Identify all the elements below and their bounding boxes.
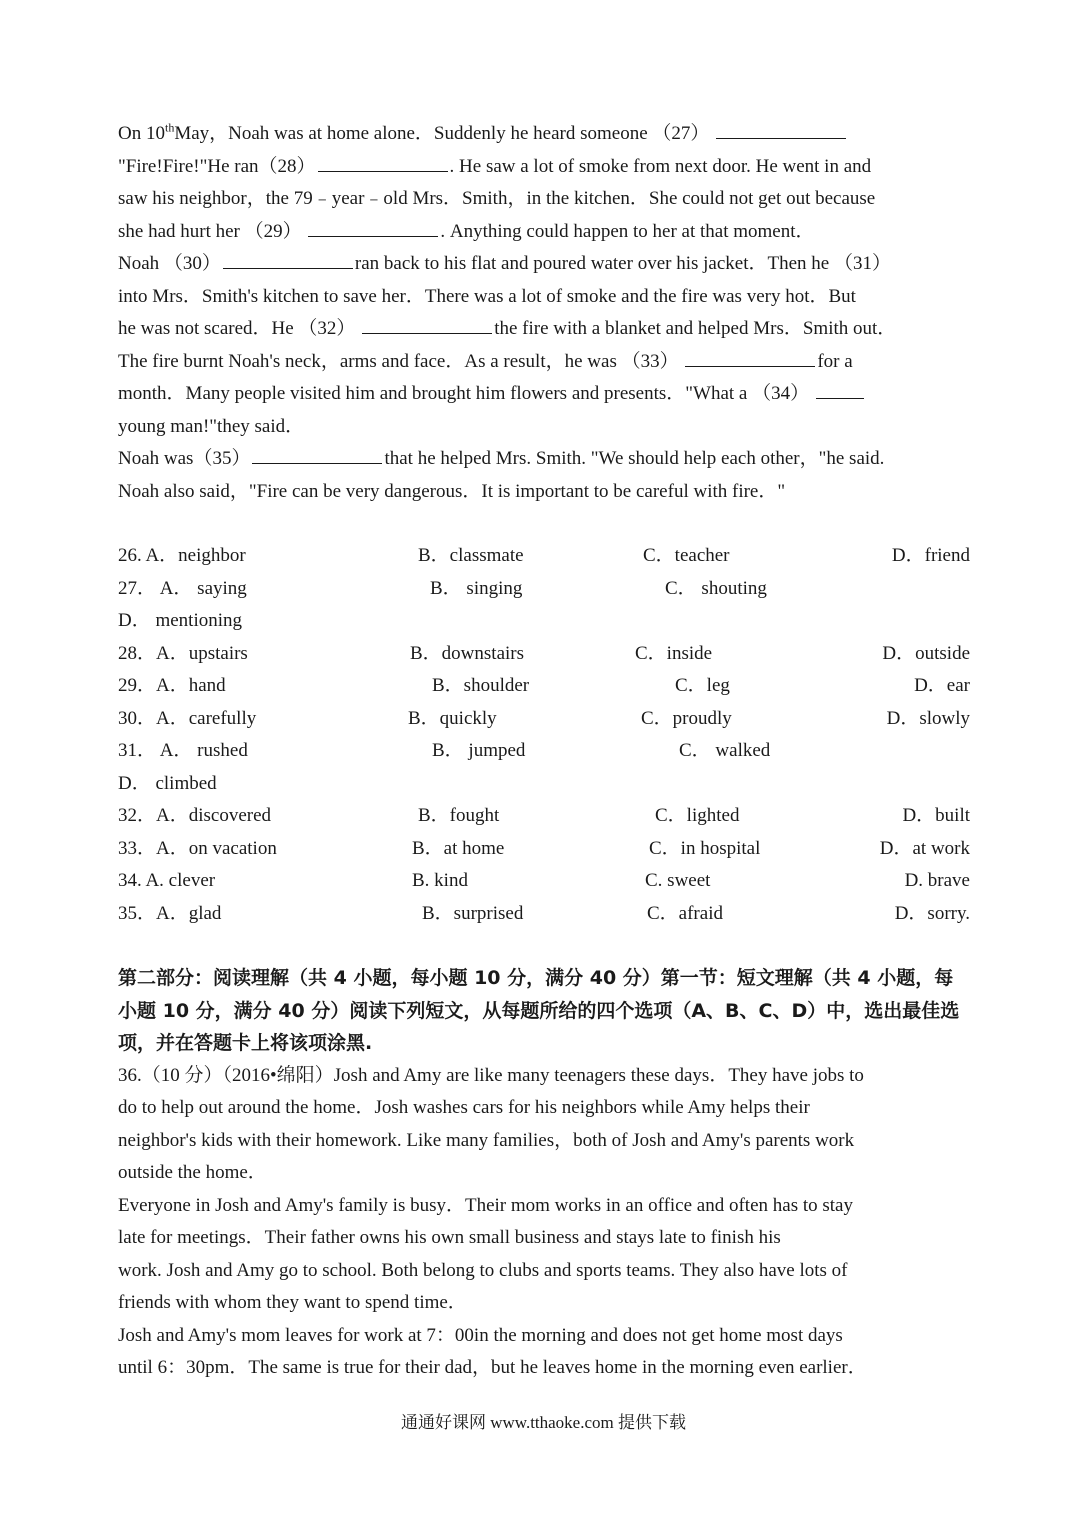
passage-line: outside the home． (118, 1162, 267, 1183)
answer-blank-34 (816, 378, 864, 399)
answer-blank-32 (362, 313, 492, 334)
exam-page (118, 118, 970, 1385)
answer-blank-27 (716, 118, 846, 139)
passage-line: The fire burnt Noah's neck，arms and face．As a result，he was （33） for a (118, 346, 970, 379)
answer-blank-33 (685, 346, 815, 367)
answer-blank-35 (252, 443, 382, 464)
passage-line: Noah was（35） that he helped Mrs. Smith. "We should help each other，"he said. (118, 443, 970, 476)
options-row-32: 32．A．discovered B．fought C．lighted D．built (118, 805, 970, 826)
options-row-33: 33．A．on vacation B．at home C．in hospital D．at work (118, 837, 970, 859)
options-row-31-cont: D． climbed (118, 772, 217, 794)
reading-passage (118, 1060, 970, 1385)
options-row-29: 29．A．hand B．shoulder C．leg D．ear (118, 675, 970, 696)
options-row-31: 31． A． rushed B． jumped C． walked (118, 740, 771, 761)
passage-line: she had hurt her （29） . Anything could happen to her at that moment． (118, 216, 970, 249)
passage-line: saw his neighbor，the 79﹣year﹣old Mrs．Smith，in the kitchen．She could not get out because (118, 188, 876, 209)
passage-line: Everyone in Josh and Amy's family is busy．Their mom works in an office and often has to stay (118, 1194, 853, 1216)
passage-line: On 10thMay，Noah was at home alone．Suddenly he heard someone （27） (118, 118, 970, 151)
options-row-27: 27． A． saying B． singing C． shouting (118, 577, 767, 599)
answer-blank-28 (318, 151, 448, 172)
passage-line: month．Many people visited him and brought him flowers and presents．"What a （34） (118, 378, 970, 411)
options-row-26: 26. A．neighbor B．classmate C．teacher D．friend (118, 545, 970, 566)
passage-line: late for meetings．Their father owns his own small business and stays late to finish his (118, 1227, 781, 1248)
passage-line: he was not scared．He （32） the fire with a blanket and helped Mrs．Smith out． (118, 313, 970, 346)
options-list (118, 540, 970, 930)
passage-line: into Mrs．Smith's kitchen to save her．There was a lot of smoke and the fire was very hot．But (118, 285, 856, 307)
answer-blank-29 (308, 216, 438, 237)
passage-line: work. Josh and Amy go to school. Both belong to clubs and sports teams. They also have lots of (118, 1259, 848, 1281)
passage-line: young man!"they said． (118, 415, 305, 437)
page-footer: 通通好课网 www.tthaoke.com 提供下载 (400, 1413, 687, 1432)
answer-blank-30 (223, 248, 353, 269)
cloze-passage (118, 118, 970, 508)
options-row-28: 28．A．upstairs B．downstairs C．inside D．outside (118, 642, 970, 664)
passage-line: Josh and Amy's mom leaves for work at 7：00in the morning and does not get home most days (118, 1324, 843, 1346)
passage-line: Noah also said，"Fire can be very dangerous．It is important to be careful with fire．" (118, 480, 786, 502)
passage-line: neighbor's kids with their homework. Like many families，both of Josh and Amy's parents work (118, 1129, 855, 1151)
passage-line: "Fire!Fire!"He ran（28） . He saw a lot of smoke from next door. He went in and (118, 151, 970, 184)
options-row-30: 30．A．carefully B．quickly C．proudly D．slowly (118, 707, 970, 729)
passage-line: do to help out around the home．Josh washes cars for his neighbors while Amy helps their (118, 1097, 810, 1118)
passage-line: friends with whom they want to spend time． (118, 1292, 467, 1313)
options-row-27-cont: D． mentioning (118, 610, 243, 631)
options-row-34: 34. A. clever B. kind C. sweet D. brave (118, 870, 970, 891)
passage-line: until 6：30pm．The same is true for their dad，but he leaves home in the morning even earlier． (118, 1357, 867, 1378)
options-row-35: 35．A．glad B．surprised C．afraid D．sorry. (118, 902, 970, 924)
passage-line: 36.（10 分）（2016•绵阳）Josh and Amy are like many teenagers these days．They have jobs to (118, 1064, 864, 1086)
passage-line: Noah （30） ran back to his flat and poured water over his jacket．Then he （31） (118, 248, 970, 281)
section-heading: 第二部分：阅读理解（共 4 小题，每小题 10 分，满分 40 分）第一节：短文理解（共 4 小题，每小题 10 分，满分 40 分）阅读下列短文，从每题所给的四个选项（A、B、C、D）中，选出最佳选项，并在答题卡上将该项涂黑. (118, 967, 960, 1054)
